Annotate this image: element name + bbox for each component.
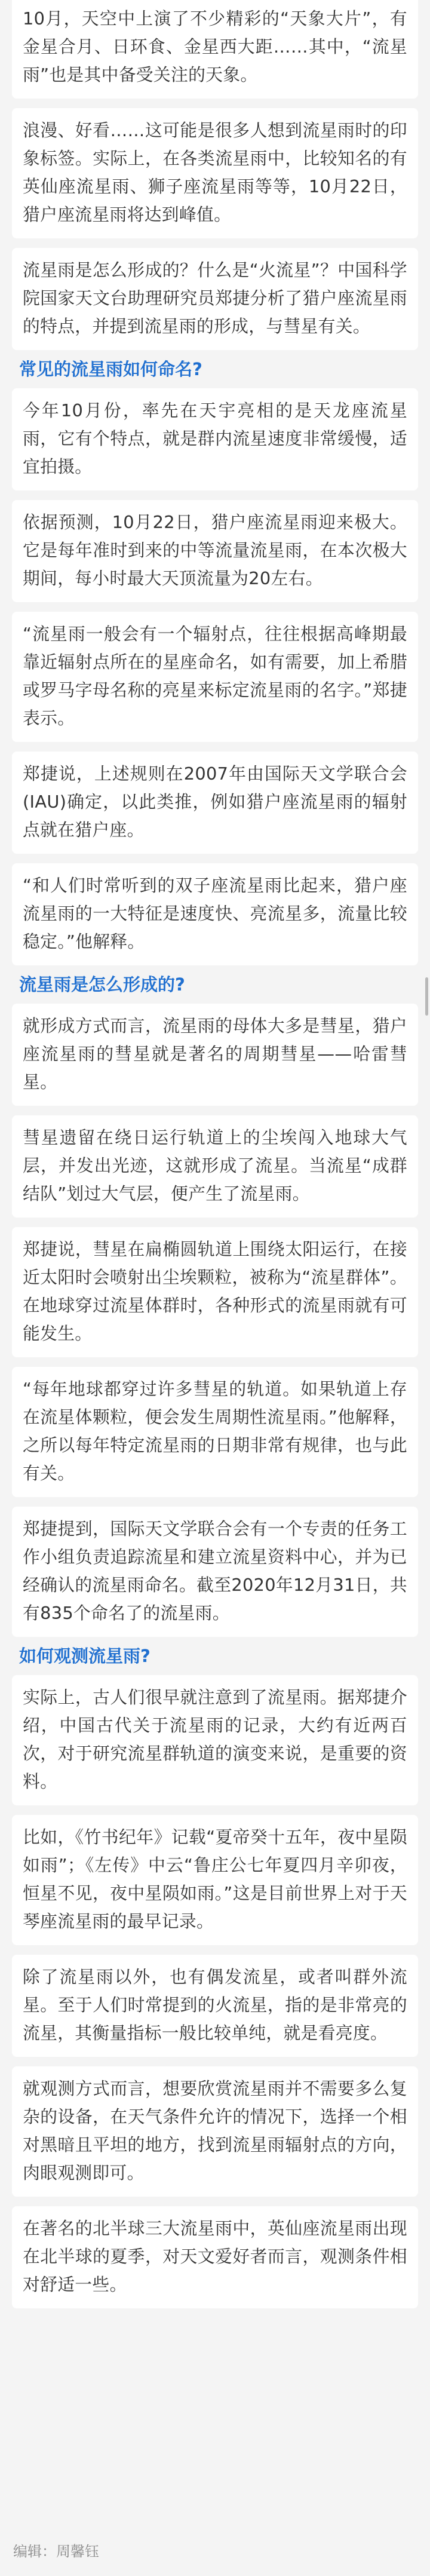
paragraph-gap: [12, 238, 418, 248]
paragraph-gap: [12, 1357, 418, 1367]
formation-paragraph-1: 就形成方式而言，流星雨的母体大多是彗星，猎户座流星雨的彗星就是著名的周期彗星——哈雷彗星。: [12, 1004, 418, 1106]
naming-paragraph-5: “和人们时常听到的双子座流星雨比起来，猎户座流星雨的一大特征是速度快、亮流星多，流量比较稳定。”他解释。: [12, 863, 418, 965]
formation-paragraph-5: 郑捷提到，国际天文学联合会有一个专责的任务工作小组负责追踪流星和建立流星资料中心，并为已经确认的流星雨命名。截至2020年12月31日，共有835个命名了的流星雨。: [12, 1507, 418, 1637]
intro-paragraph-1: 10月，天空中上演了不少精彩的“天象大片”，有金星合月、日环食、金星西大距……其中，“流星雨”也是其中备受关注的天象。: [12, 0, 418, 99]
article-body: [12, 0, 418, 2308]
paragraph-gap: [12, 1805, 418, 1815]
section-heading-formation: 流星雨是怎么形成的?: [19, 974, 185, 995]
paragraph-gap: [12, 602, 418, 612]
paragraph-gap: [12, 2197, 418, 2206]
formation-paragraph-3: 郑捷说，彗星在扁椭圆轨道上围绕太阳运行，在接近太阳时会喷射出尘埃颗粒，被称为“流星群体”。在地球穿过流星体群时，各种形式的流星雨就有可能发生。: [12, 1227, 418, 1357]
observation-paragraph-2: 比如，《竹书纪年》记载“夏帝癸十五年，夜中星陨如雨”；《左传》中云“鲁庄公七年夏四月辛卯夜，恒星不见，夜中星陨如雨。”这是目前世界上对于天琴座流星雨的最早记录。: [12, 1815, 418, 1945]
formation-paragraph-2: 彗星遗留在绕日运行轨道上的尘埃闯入地球大气层，并发出光迹，这就形成了流星。当流星“成群结队”划过大气层，便产生了流星雨。: [12, 1115, 418, 1218]
naming-paragraph-1: 今年10月份，率先在天宇亮相的是天龙座流星雨，它有个特点，就是群内流星速度非常缓慢，适宜拍摄。: [12, 388, 418, 490]
scrollbar-thumb[interactable]: [425, 977, 428, 1016]
observation-paragraph-3: 除了流星雨以外，也有偶发流星，或者叫群外流星。至于人们时常提到的火流星，指的是非常亮的流星，其衡量指标一般比较单纯，就是看亮度。: [12, 1955, 418, 2057]
observation-paragraph-1: 实际上，古人们很早就注意到了流星雨。据郑捷介绍，中国古代关于流星雨的记录，大约有近两百次，对于研究流星群轨道的演变来说，是重要的资料。: [12, 1675, 418, 1805]
paragraph-gap: [12, 99, 418, 108]
paragraph-gap: [12, 1106, 418, 1115]
paragraph-gap: [12, 1945, 418, 1955]
editor-credit: 编辑：周馨钰: [13, 2543, 99, 2560]
section-heading-naming: 常见的流星雨如何命名?: [19, 359, 202, 379]
paragraph-gap: [12, 2057, 418, 2066]
naming-paragraph-4: 郑捷说，上述规则在2007年由国际天文学联合会(IAU)确定，以此类推，例如猎户座流星雨的辐射点就在猎户座。: [12, 752, 418, 854]
formation-paragraph-4: “每年地球都穿过许多彗星的轨道。如果轨道上存在流星体颗粒，便会发生周期性流星雨。”他解释，之所以每年特定流星雨的日期非常有规律，也与此有关。: [12, 1367, 418, 1497]
section-heading-observation: 如何观测流星雨?: [19, 1646, 150, 1666]
intro-paragraph-3: 流星雨是怎么形成的？什么是“火流星”？中国科学院国家天文台助理研究员郑捷分析了猎户座流星雨的特点，并提到流星雨的形成，与彗星有关。: [12, 248, 418, 350]
intro-paragraph-2: 浪漫、好看……这可能是很多人想到流星雨时的印象标签。实际上，在各类流星雨中，比较知名的有英仙座流星雨、狮子座流星雨等等，10月22日，猎户座流星雨将达到峰值。: [12, 108, 418, 238]
paragraph-gap: [12, 1218, 418, 1227]
paragraph-gap: [12, 854, 418, 863]
observation-paragraph-4: 就观测方式而言，想要欣赏流星雨并不需要多么复杂的设备，在天气条件允许的情况下，选择一个相对黑暗且平坦的地方，找到流星雨辐射点的方向，肉眼观测即可。: [12, 2066, 418, 2197]
observation-paragraph-5: 在著名的北半球三大流星雨中，英仙座流星雨出现在北半球的夏季，对天文爱好者而言，观测条件相对舒适一些。: [12, 2206, 418, 2308]
paragraph-gap: [12, 1497, 418, 1507]
naming-paragraph-3: “流星雨一般会有一个辐射点，往往根据高峰期最靠近辐射点所在的星座命名，如有需要，加上希腊或罗马字母名称的亮星来标定流星雨的名字。”郑捷表示。: [12, 612, 418, 742]
paragraph-gap: [12, 490, 418, 500]
paragraph-gap: [12, 742, 418, 752]
naming-paragraph-2: 依据预测，10月22日，猎户座流星雨迎来极大。它是每年准时到来的中等流量流星雨，在本次极大期间，每小时最大天顶流量为20左右。: [12, 500, 418, 602]
